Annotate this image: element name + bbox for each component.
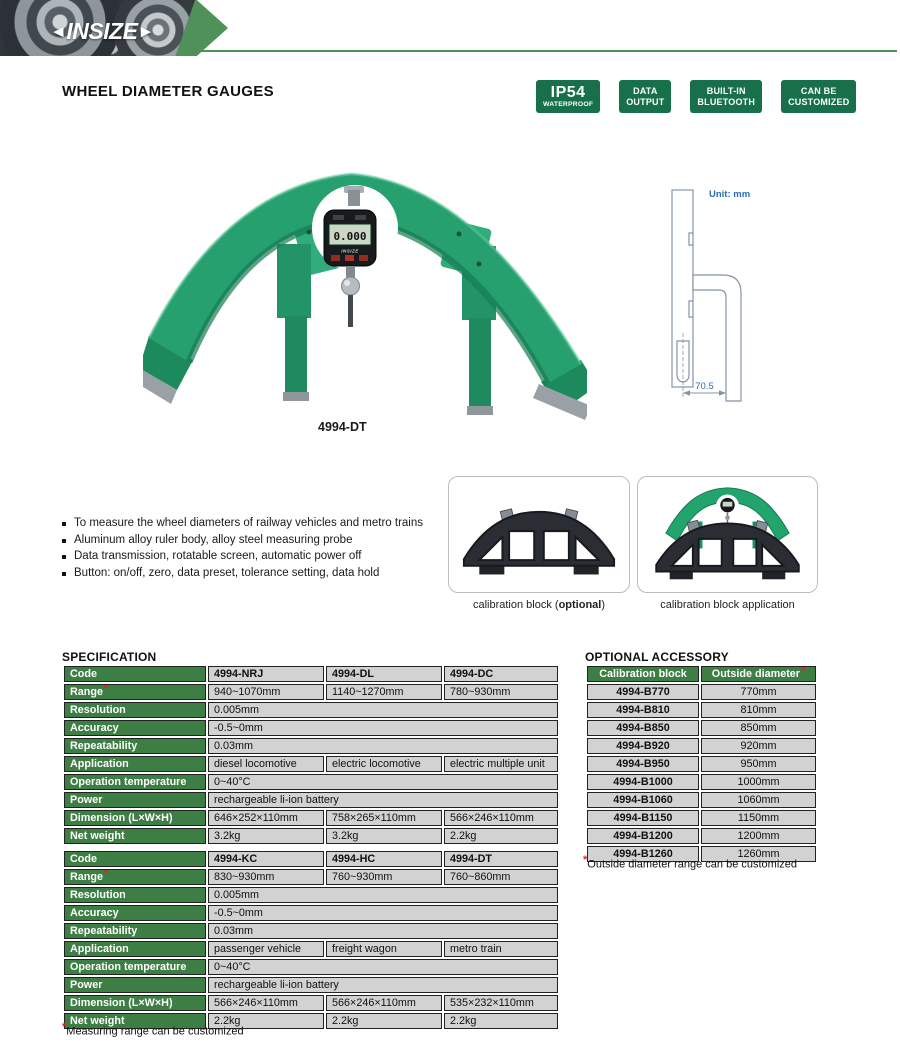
- bullet-square-icon: [62, 572, 66, 576]
- specification-footnote: [62, 1021, 244, 1038]
- spec-row-label: Code: [64, 666, 206, 682]
- calibration-block-code: 4994-B1260: [587, 846, 699, 862]
- spec-row-label: Repeatability: [64, 923, 206, 939]
- accessory-header-row: [587, 666, 816, 682]
- gauge-left-leg-upper: [277, 244, 311, 318]
- spec-value: 566×246×110mm: [326, 995, 442, 1011]
- badge-line1: BUILT-IN: [706, 85, 746, 96]
- outside-diameter-value: 850mm: [701, 720, 816, 736]
- logo-left-arrow-icon: ◄: [50, 22, 67, 41]
- calibration-application-image: [642, 483, 813, 587]
- spec-row: [64, 905, 558, 921]
- accessory-col-calibration-block: Calibration block: [587, 666, 699, 682]
- caption-text: ): [601, 599, 606, 611]
- gauge-right-leg-tip: [467, 406, 493, 415]
- footnote-text: Measuring range can be customized: [66, 1025, 244, 1038]
- page-title: WHEEL DIAMETER GAUGES: [62, 83, 274, 100]
- spec-row: [64, 941, 558, 957]
- spec-value: diesel locomotive: [208, 756, 324, 772]
- spec-row: [64, 995, 558, 1011]
- outside-diameter-value: 1150mm: [701, 810, 816, 826]
- spec-row: [64, 702, 558, 718]
- measuring-ball-knob: [342, 277, 360, 295]
- spec-value: 760~930mm: [326, 869, 442, 885]
- accessory-table: [585, 664, 818, 864]
- specification-table-1: [62, 664, 560, 846]
- calibration-block-code: 4994-B850: [587, 720, 699, 736]
- feature-item: [62, 549, 430, 565]
- spec-value: -0.5~0mm: [208, 905, 558, 921]
- bullet-square-icon: [62, 539, 66, 543]
- spec-row-label: Dimension (L×W×H): [64, 995, 206, 1011]
- indicator-red-button: [331, 255, 340, 261]
- spec-value: 940~1070mm: [208, 684, 324, 700]
- feature-item: [62, 566, 430, 582]
- spec-row-label: Accuracy: [64, 720, 206, 736]
- spec-value: 760~860mm: [444, 869, 558, 885]
- badge-line2: CUSTOMIZED: [788, 96, 850, 107]
- accessory-row: [587, 720, 816, 736]
- outside-diameter-value: 810mm: [701, 702, 816, 718]
- calibration-block-code: 4994-B1200: [587, 828, 699, 844]
- spec-row: [64, 959, 558, 975]
- accessory-row: [587, 756, 816, 772]
- spec-value: 4994-HC: [326, 851, 442, 867]
- spec-value: 4994-KC: [208, 851, 324, 867]
- accessory-row: [587, 810, 816, 826]
- spec-row-label: Code: [64, 851, 206, 867]
- spec-row-label: Operation temperature: [64, 959, 206, 975]
- spec-row: [64, 774, 558, 790]
- accessory-col-outside-diameter: [701, 666, 816, 682]
- feature-text: To measure the wheel diameters of railway vehicles and metro trains: [74, 517, 423, 529]
- spec-row: [64, 756, 558, 772]
- measuring-probe-rod: [348, 295, 353, 327]
- feature-text: Button: on/off, zero, data preset, tolerance setting, data hold: [74, 566, 380, 579]
- spec-value: 0.03mm: [208, 923, 558, 939]
- outside-diameter-value: 1260mm: [701, 846, 816, 862]
- indicator-button: [355, 215, 366, 220]
- outside-diameter-value: 950mm: [701, 756, 816, 772]
- badge-line1: IP54: [550, 83, 586, 101]
- specification-table-2: [62, 849, 560, 1031]
- spec-value: 830~930mm: [208, 869, 324, 885]
- spec-value: 2.2kg: [326, 1013, 442, 1029]
- block-foot: [574, 565, 599, 574]
- asterisk: *: [62, 1021, 67, 1033]
- spec-row-label: Accuracy: [64, 905, 206, 921]
- outside-diameter-value: 1060mm: [701, 792, 816, 808]
- spec-row-label: Dimension (L×W×H): [64, 810, 206, 826]
- spec-value: 1140~1270mm: [326, 684, 442, 700]
- spec-row: [64, 923, 558, 939]
- calibration-block-code: 4994-B770: [587, 684, 699, 700]
- calibration-block-caption: [440, 599, 638, 611]
- accessory-row: [587, 738, 816, 754]
- spec-row: [64, 684, 558, 700]
- badge-can-be: [781, 80, 856, 113]
- spec-value: 2.2kg: [444, 1013, 558, 1029]
- spec-row-label: Net weight: [64, 1013, 206, 1029]
- specification-heading: SPECIFICATION: [62, 650, 157, 664]
- calibration-block-code: 4994-B1000: [587, 774, 699, 790]
- spec-row-label: Application: [64, 941, 206, 957]
- outside-diameter-value: 770mm: [701, 684, 816, 700]
- gauge-left-leg-tip: [283, 392, 309, 401]
- badge-ip54: [536, 80, 600, 113]
- spec-value: 780~930mm: [444, 684, 558, 700]
- outside-diameter-value: 1200mm: [701, 828, 816, 844]
- badge-built-in: [690, 80, 762, 113]
- spec-row-label: Resolution: [64, 887, 206, 903]
- product-model-label: 4994-DT: [318, 420, 367, 434]
- spec-value: 3.2kg: [326, 828, 442, 844]
- badge-data: [619, 80, 671, 113]
- accessory-row: [587, 774, 816, 790]
- asterisk: *: [583, 854, 588, 866]
- spec-row-label: Repeatability: [64, 738, 206, 754]
- badge-line1: DATA: [633, 85, 658, 96]
- block-foot: [670, 571, 693, 579]
- calibration-block-code: 4994-B920: [587, 738, 699, 754]
- block-foot: [479, 565, 504, 574]
- accessory-row: [587, 792, 816, 808]
- spec-value: passenger vehicle: [208, 941, 324, 957]
- optional-accessory-heading: OPTIONAL ACCESSORY: [585, 650, 729, 664]
- spec-value: rechargeable li-ion battery: [208, 977, 558, 993]
- indicator-brand-text: INSIZE: [341, 248, 359, 254]
- screw-icon: [307, 230, 312, 235]
- spec-row-label: Power: [64, 792, 206, 808]
- feature-item: [62, 533, 430, 549]
- spec-value: 758×265×110mm: [326, 810, 442, 826]
- spec-row: [64, 666, 558, 682]
- dimension-arrow-icon: [683, 390, 690, 396]
- brand-logo: [50, 18, 154, 45]
- bullet-square-icon: [62, 555, 66, 559]
- bullet-square-icon: [62, 522, 66, 526]
- gauge-right-leg-lower: [469, 318, 491, 408]
- applied-indicator-lcd: [723, 501, 733, 506]
- spec-value: 646×252×110mm: [208, 810, 324, 826]
- spec-row-label: Range*: [64, 869, 206, 885]
- caption-bold-text: optional: [558, 599, 602, 611]
- spec-value: 2.2kg: [444, 828, 558, 844]
- spec-row: [64, 851, 558, 867]
- spec-row-label: Power: [64, 977, 206, 993]
- spec-row: [64, 792, 558, 808]
- calibration-application-card: [637, 476, 818, 593]
- dimension-arrow-icon: [719, 390, 726, 396]
- spec-value: electric multiple unit: [444, 756, 558, 772]
- spec-row: [64, 828, 558, 844]
- spec-row-label: Net weight: [64, 828, 206, 844]
- spec-row: [64, 887, 558, 903]
- screw-icon: [457, 232, 462, 237]
- badge-row: [536, 80, 856, 113]
- spec-value: metro train: [444, 941, 558, 957]
- spec-value: 3.2kg: [208, 828, 324, 844]
- outside-diameter-value: 920mm: [701, 738, 816, 754]
- spec-row-label: Resolution: [64, 702, 206, 718]
- gauge-left-leg-lower: [285, 316, 307, 394]
- feature-text: Data transmission, rotatable screen, automatic power off: [74, 550, 362, 562]
- feature-item: [62, 516, 430, 532]
- spec-value: 0.005mm: [208, 702, 558, 718]
- feature-text: Aluminum alloy ruler body, alloy steel measuring probe: [74, 533, 353, 546]
- calibration-block-code: 4994-B1150: [587, 810, 699, 826]
- applied-ball-knob: [725, 515, 730, 520]
- indicator-top-stem: [348, 190, 360, 206]
- spec-row-label: Range*: [64, 684, 206, 700]
- asterisk: *: [104, 869, 109, 880]
- wheel-diameter-gauge-image: [143, 166, 587, 422]
- logo-text: INSIZE: [66, 18, 138, 44]
- badge-line2: OUTPUT: [626, 96, 665, 107]
- block-body: [464, 511, 614, 565]
- feature-list: [62, 516, 430, 582]
- block-foot: [762, 571, 785, 579]
- spec-row: [64, 869, 558, 885]
- asterisk: *: [801, 666, 806, 677]
- spec-row: [64, 738, 558, 754]
- spec-value: 0~40°C: [208, 774, 558, 790]
- spec-row: [64, 810, 558, 826]
- accessory-row: [587, 702, 816, 718]
- calibration-block-code: 4994-B810: [587, 702, 699, 718]
- calibration-block-image: [453, 483, 625, 587]
- spec-row: [64, 977, 558, 993]
- spec-value: 4994-DC: [444, 666, 558, 682]
- badge-line2: WATERPROOF: [543, 100, 594, 108]
- spec-row: [64, 720, 558, 736]
- asterisk: *: [104, 684, 109, 695]
- outside-diameter-value: 1000mm: [701, 774, 816, 790]
- dimension-value: 70.5: [695, 381, 714, 392]
- spec-row-label: Operation temperature: [64, 774, 206, 790]
- accessory-row: [587, 684, 816, 700]
- accessory-row: [587, 828, 816, 844]
- technical-drawing: [653, 183, 801, 408]
- spec-value: 535×232×110mm: [444, 995, 558, 1011]
- badge-line1: CAN BE: [800, 85, 837, 96]
- indicator-red-button: [345, 255, 354, 261]
- caption-text: calibration block (: [472, 599, 559, 611]
- spec-value: 566×246×110mm: [208, 995, 324, 1011]
- column-label: Outside diameter: [711, 668, 800, 680]
- accessory-footnote: [583, 854, 797, 871]
- spec-value: rechargeable li-ion battery: [208, 792, 558, 808]
- spec-value: 2.2kg: [208, 1013, 324, 1029]
- footnote-text: Outside diameter range can be customized: [587, 858, 798, 871]
- calibration-application-caption: calibration block application: [660, 599, 795, 611]
- spec-value: 4994-DT: [444, 851, 558, 867]
- spec-value: 4994-NRJ: [208, 666, 324, 682]
- spec-value: 0.005mm: [208, 887, 558, 903]
- calibration-block-card: [448, 476, 630, 593]
- spec-value: 0.03mm: [208, 738, 558, 754]
- calibration-block-code: 4994-B1060: [587, 792, 699, 808]
- logo-right-arrow-icon: ►: [137, 22, 154, 41]
- indicator-button: [333, 215, 344, 220]
- spec-value: 4994-DL: [326, 666, 442, 682]
- spec-value: freight wagon: [326, 941, 442, 957]
- drawing-unit-label: Unit: mm: [709, 189, 751, 200]
- ball-highlight: [344, 280, 350, 286]
- spec-value: -0.5~0mm: [208, 720, 558, 736]
- indicator-reading: 0.000: [333, 230, 367, 243]
- spec-value: electric locomotive: [326, 756, 442, 772]
- spec-value: 0~40°C: [208, 959, 558, 975]
- badge-line2: BLUETOOTH: [697, 96, 756, 107]
- calibration-block-code: 4994-B950: [587, 756, 699, 772]
- spec-value: 566×246×110mm: [444, 810, 558, 826]
- indicator-red-button: [359, 255, 368, 261]
- spec-row-label: Application: [64, 756, 206, 772]
- screw-icon: [477, 262, 482, 267]
